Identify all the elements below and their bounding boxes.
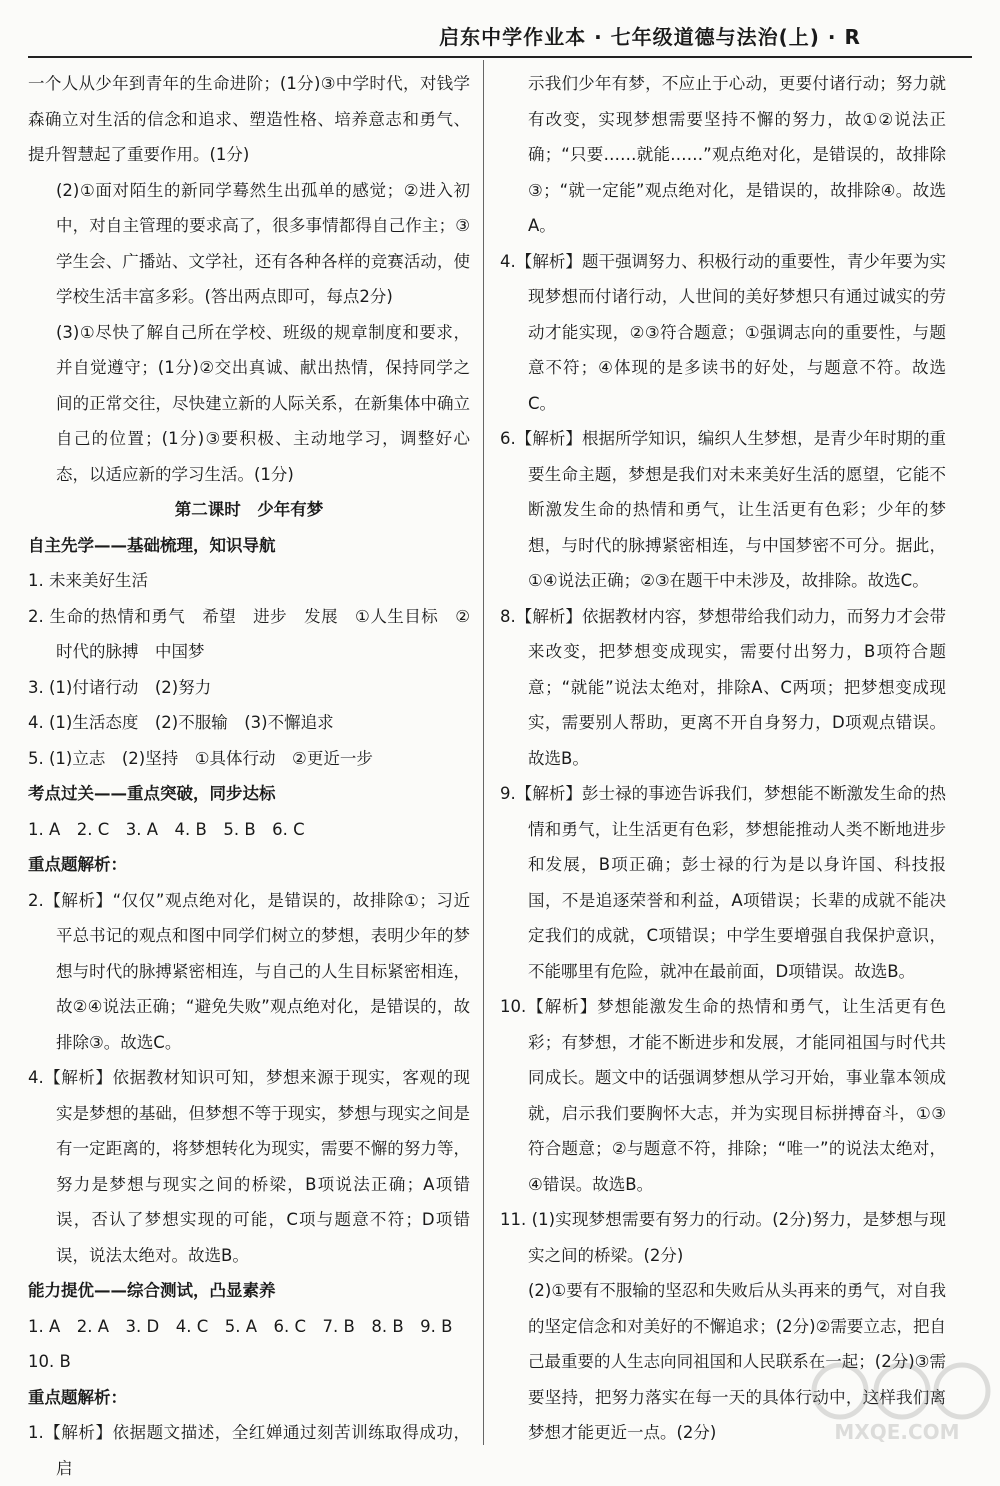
page-header [28,0,972,58]
left-paragraph-11: 1. A 2. C 3. A 4. B 5. B 6. C [28,819,305,839]
watermark-text: MXQE.COM [834,1420,960,1444]
left-paragraph-6: 2. 生命的热情和勇气 希望 进步 发展 ①人生目标 ②时代的脉搏 中国梦 [28,606,470,661]
header-title: 启东中学作业本 · 七年级道德与法治(上) · R [439,25,861,49]
left-paragraph-8: 4. (1)生活态度 (2)不服输 (3)不懈追求 [28,713,334,732]
left-paragraph-10: 考点过关——重点突破，同步达标 [28,784,276,803]
left-paragraph-16: 1. A 2. A 3. D 4. C 5. A 6. C 7. B 8. B 9. B [28,1316,453,1336]
left-paragraph-14: 4.【解析】依据教材知识可知，梦想来源于现实，客观的现实是梦想的基础，但梦想不等于现实，梦想与现实之间是有一定距离的，将梦想转化为现实，需要不懈的努力等，努力是梦想与现实之间的桥梁，B项说法正确；A项错误，否认了梦想实现的可能，C项与题意不符；D项错误，说法太绝对。故选B。 [28,1068,470,1265]
right-column [500,66,946,1451]
right-paragraph-7: (2)①要有不服输的坚忍和失败后从头再来的勇气，对自我的坚定信念和对美好的不懈追求；(2分)②需要立志，把自己最重要的人生志向同祖国和人民联系在一起；(2分)③需要坚持，把努力落实在每一天的具体行动中，这样我们离梦想才能更近一点。(2分) [528,1281,946,1442]
left-paragraph-7: 3. (1)付诸行动 (2)努力 [28,677,212,697]
right-paragraph-1: 4.【解析】题干强调努力、积极行动的重要性，青少年要为实现梦想而付诸行动，人世间的美好梦想只有通过诚实的劳动才能实现，②③符合题意；①强调志向的重要性，与题意不符；④体现的是多读书的好处，与题意不符。故选C。 [500,251,946,413]
right-paragraph-0: 示我们少年有梦，不应止于心动，更要付诸行动；努力就有改变，实现梦想需要坚持不懈的努力，故①②说法正确；“只要……就能……”观点绝对化，是错误的，故排除③；“就一定能”观点绝对化，是错误的，故排除④。故选A。 [528,74,946,235]
column-divider [483,60,484,1445]
left-paragraph-13: 2.【解析】“仅仅”观点绝对化，是错误的，故排除①；习近平总书记的观点和图中同学们树立的梦想，表明少年的梦想与时代的脉搏紧密相连，与自己的人生目标紧密相连，故②④说法正确；“避免失败”观点绝对化，是错误的，故排除③。故选C。 [28,890,470,1052]
right-paragraph-3: 8.【解析】依据教材内容，梦想带给我们动力，而努力才会带来改变，把梦想变成现实，需要付出努力，B项符合题意；“就能”说法太绝对，排除A、C两项；把梦想变成现实，需要别人帮助，更离不开自身努力，D项观点错误。故选B。 [500,606,946,768]
right-paragraph-5: 10.【解析】梦想能激发生命的热情和勇气，让生活更有色彩；有梦想，才能不断进步和发展，才能同祖国与时代共同成长。题文中的话强调梦想从学习开始，事业靠本领成就，启示我们要胸怀大志，并为实现目标拼搏奋斗，①③符合题意；②与题意不符，排除；“唯一”的说法太绝对，④错误。故选B。 [500,997,946,1194]
left-paragraph-2: (3)①尽快了解自己所在学校、班级的规章制度和要求，并自觉遵守；(1分)②交出真诚、献出热情，保持同学之间的正常交往，尽快建立新的人际关系，在新集体中确立自己的位置；(1分)③要积极、主动地学习，调整好心态，以适应新的学习生活。(1分) [56,322,470,484]
left-paragraph-12: 重点题解析： [28,855,127,874]
left-paragraph-4: 自主先学——基础梳理，知识导航 [28,535,276,555]
left-column [28,66,470,1486]
left-paragraph-1: (2)①面对陌生的新同学蓦然生出孤单的感觉；②进入初中，对自主管理的要求高了，很多事情都得自己作主；③学生会、广播站、文学社，还有各种各样的竞赛活动，使学校生活丰富多彩。(答出两点即可，每点2分) [56,180,470,306]
left-paragraph-9: 5. (1)立志 (2)坚持 ①具体行动 ②更近一步 [28,748,373,768]
right-paragraph-4: 9.【解析】彭士禄的事迹告诉我们，梦想能不断激发生命的热情和勇气，让生活更有色彩，梦想能推动人类不断地进步和发展，B项正确；彭士禄的行为是以身许国、科技报国，不是追逐荣誉和利益，A项错误；长辈的成就不能决定我们的成就，C项错误；中学生要增强自我保护意识，不能哪里有危险，就冲在最前面，D项错误。故选B。 [500,784,946,981]
left-paragraph-19: 1.【解析】依据题文描述，全红婵通过刻苦训练取得成功，启 [28,1423,470,1478]
left-paragraph-18: 重点题解析： [28,1387,127,1407]
left-paragraph-15: 能力提优——综合测试，凸显素养 [28,1281,276,1300]
right-paragraph-2: 6.【解析】根据所学知识，编织人生梦想，是青少年时期的重要生命主题，梦想是我们对未来美好生活的愿望，它能不断激发生命的热情和勇气，让生活更有色彩；少年的梦想，与时代的脉搏紧密相连，与中国梦密不可分。据此，①④说法正确；②③在题干中未涉及，故排除。故选C。 [500,429,946,590]
left-paragraph-0: 一个人从少年到青年的生命进阶；(1分)③中学时代，对钱学森确立对生活的信念和追求、塑造性格、培养意志和勇气、提升智慧起了重要作用。(1分) [28,74,470,164]
right-paragraph-6: 11. (1)实现梦想需要有努力的行动。(2分)努力，是梦想与现实之间的桥梁。(2分) [500,1210,946,1265]
left-paragraph-5: 1. 未来美好生活 [28,571,148,590]
left-paragraph-17: 10. B [28,1352,71,1371]
watermark-logo [802,1357,992,1445]
left-paragraph-3: 第二课时 少年有梦 [174,500,324,519]
